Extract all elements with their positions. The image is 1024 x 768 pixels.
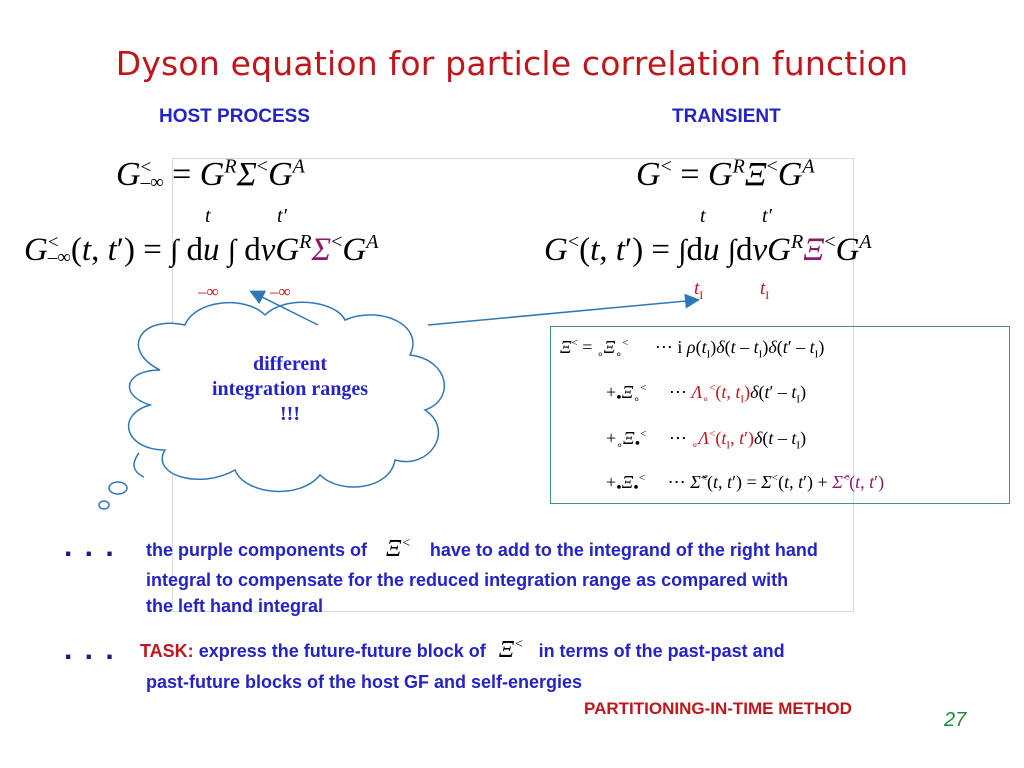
footer-method: PARTITIONING-IN-TIME METHOD <box>584 699 852 718</box>
task-label: TASK: <box>140 641 194 661</box>
bullet-1-line-1: the purple components of Ξ< have to add to the integrand of the right hand <box>146 536 818 562</box>
host-dyson-equation: G< –∞ = $G^R\Sigma^<G^A$ <box>116 155 305 194</box>
cloud-text <box>180 352 400 427</box>
cloud-line-2: integration ranges <box>211 378 369 400</box>
lower-limit-tI-1: $t_I$ <box>694 278 704 302</box>
transient-integral-equation: G<(t, t′) = ∫du $\int dvG^R\Xi^<G^A$ <box>544 231 872 268</box>
bullet-marker-1: . . . <box>64 530 116 563</box>
bullet-2-pre: express the future-future block of <box>198 641 486 661</box>
transient-dyson-equation: $G^< = G^R\Xi^<G^A$ <box>636 155 815 193</box>
cloud-line-3: !!! <box>280 403 300 425</box>
bullet-1-post: have to add to the integrand of the right hand <box>429 540 818 560</box>
transient-heading: TRANSIENT <box>672 106 781 127</box>
lower-limit-minus-inf-2: –∞ <box>270 282 291 301</box>
lower-limit-tI-2: $t_I$ <box>760 278 770 302</box>
xi-row-3: $+_\circ\Xi_•^<$ ⋯ $_\circ\Lambda^<(t_I$, $t')\delta(t - t_I)$ <box>606 428 807 453</box>
bullet-1-line-3: the left hand integral <box>146 596 324 616</box>
xi-row-4: $+_•\Xi_•^<$ ⋯ Σ̆<(t, t′) = Σ<(t, t′) + Σ̂<(t, t′) <box>606 472 885 497</box>
bullet-2-line-2: past-future blocks of the host GF and self-energies <box>146 672 583 692</box>
xi-row-2: $+_•\Xi_\circ^<$ ⋯ $\Lambda_\circ^<(t$, $t_I)\delta(t' - t_I)$ <box>606 382 807 407</box>
upper-limit-tprime: t′ <box>277 205 287 227</box>
page-number: 27 <box>944 709 967 731</box>
upper-limit-tprime-right: t′ <box>762 205 772 227</box>
lower-limit-minus-inf-1: –∞ <box>198 282 219 301</box>
host-integral-equation: G< –∞(t, t′) = ∫ du ∫ $dvG^R\Sigma^<G^A$ <box>24 231 379 269</box>
slide-title: Dyson equation for particle correlation function <box>115 44 909 83</box>
host-process-heading: HOST PROCESS <box>159 106 310 127</box>
bullet-marker-2: . . . <box>64 633 116 666</box>
upper-limit-t: t <box>205 205 211 227</box>
bullet-2-line-1: TASK: express the future-future block of Ξ< in terms of the past-past and <box>140 637 785 663</box>
xi-row-1: $\Xi^< = _\circ\Xi_\circ^<$ ⋯ i $\rho(t_I)\delta(t - t_I)\delta(t' - t_I)$ <box>560 337 825 361</box>
upper-limit-t-right: t <box>700 205 706 227</box>
bullet-1-pre: the purple components of <box>146 540 368 560</box>
cloud-line-1: different <box>252 353 328 375</box>
bullet-1-line-2: integral to compensate for the reduced integration range as compared with <box>146 570 789 590</box>
bullet-2-post: in terms of the past-past and <box>538 641 785 661</box>
